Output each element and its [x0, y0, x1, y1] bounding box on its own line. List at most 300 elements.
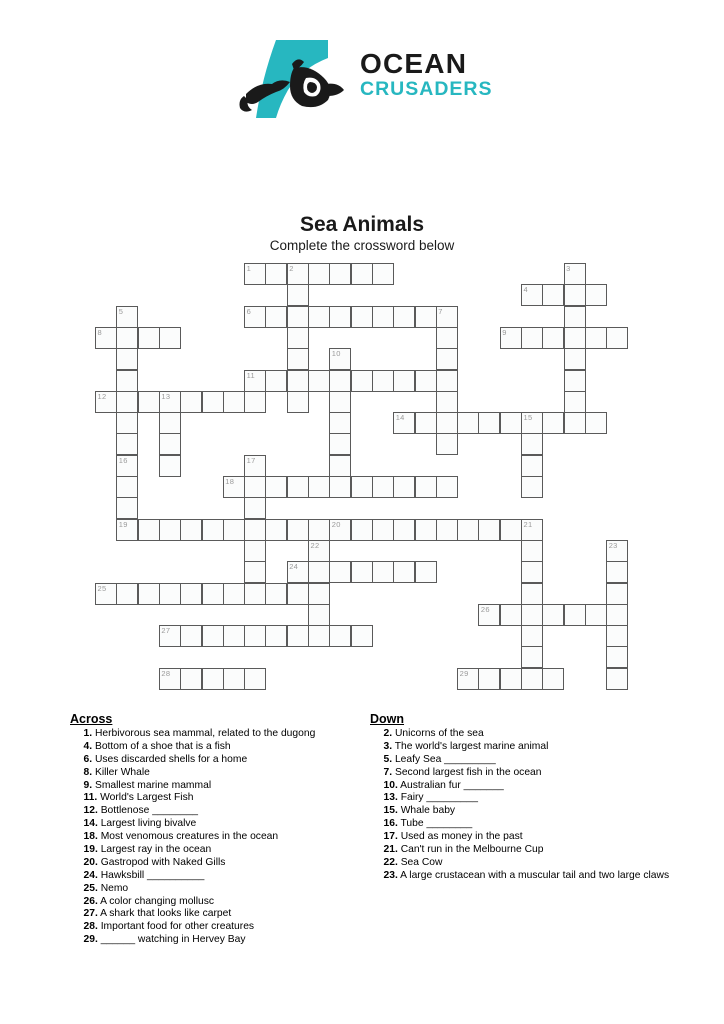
crossword-cell[interactable]	[159, 455, 181, 477]
clue-number: 3.	[383, 740, 393, 752]
crossword-cell[interactable]	[351, 561, 373, 583]
crossword-cell[interactable]	[521, 625, 543, 647]
clue-text: Smallest marine mammal	[92, 779, 212, 791]
crossword-cell[interactable]	[138, 391, 160, 413]
crossword-cell[interactable]	[265, 370, 287, 392]
clue-number: 10.	[383, 779, 398, 791]
clue-text: Whale baby	[397, 805, 456, 817]
down-heading: Down	[370, 712, 405, 726]
cell-number: 14	[395, 413, 405, 423]
down-clue-item	[384, 792, 670, 804]
crossword-cell[interactable]	[436, 348, 458, 370]
clue-text: Herbivorous sea mammal, related to the dugong	[92, 728, 316, 739]
crossword-cell[interactable]	[287, 583, 309, 605]
crossword-cell[interactable]	[457, 668, 479, 690]
crossword-cell[interactable]	[116, 497, 138, 519]
crossword-cell[interactable]	[95, 583, 117, 605]
crossword-cell[interactable]	[159, 327, 181, 349]
crossword-cell[interactable]	[351, 625, 373, 647]
crossword-cell[interactable]	[521, 540, 543, 562]
crossword-cell[interactable]	[585, 284, 607, 306]
crossword-cell[interactable]	[372, 476, 394, 498]
crossword-cell[interactable]	[585, 327, 607, 349]
crossword-cell[interactable]	[436, 391, 458, 413]
cell-number: 28	[161, 668, 171, 678]
down-clue-item	[384, 780, 670, 792]
across-heading: Across	[70, 712, 113, 726]
cell-number: 27	[161, 626, 171, 636]
down-clue-item	[384, 818, 670, 830]
crossword-cell[interactable]	[202, 391, 224, 413]
crossword-cell[interactable]	[287, 306, 309, 328]
crossword-cell[interactable]	[329, 455, 351, 477]
crossword-cell[interactable]	[564, 604, 586, 626]
crossword-cell[interactable]	[223, 476, 245, 498]
down-clue-item	[384, 728, 670, 740]
crossword-cell[interactable]	[244, 519, 266, 541]
crossword-cell[interactable]	[287, 348, 309, 370]
crossword-cell[interactable]	[585, 604, 607, 626]
clue-number: 15.	[383, 805, 398, 817]
clue-text: Tube ________	[397, 818, 473, 830]
crossword-cell[interactable]	[329, 348, 351, 370]
crossword-cell[interactable]	[415, 370, 437, 392]
crossword-cell[interactable]	[244, 668, 266, 690]
crossword-cell[interactable]	[329, 561, 351, 583]
crossword-cell[interactable]	[116, 412, 138, 434]
clue-text: Bottlenose ________	[97, 805, 199, 817]
crossword-cell[interactable]	[436, 476, 458, 498]
clue-number: 24.	[83, 869, 98, 881]
crossword-cell[interactable]	[500, 327, 522, 349]
clue-text: Largest living bivalve	[97, 818, 197, 830]
crossword-cell[interactable]	[159, 519, 181, 541]
clue-text: Uses discarded shells for a home	[92, 753, 248, 765]
across-clue-item	[84, 831, 360, 843]
clue-number: 22.	[383, 856, 398, 868]
clue-number: 28.	[83, 921, 98, 933]
crossword-cell[interactable]	[521, 327, 543, 349]
crossword-cell[interactable]	[265, 519, 287, 541]
across-clue-item	[84, 896, 360, 908]
crossword-cell[interactable]	[606, 540, 628, 562]
crossword-cell[interactable]	[564, 412, 586, 434]
cell-number: 20	[331, 519, 341, 529]
clue-number: 1.	[83, 728, 93, 739]
clue-number: 18.	[83, 831, 98, 843]
crossword-cell[interactable]	[244, 583, 266, 605]
clue-text: Unicorns of the sea	[392, 728, 484, 739]
crossword-cell[interactable]	[500, 412, 522, 434]
crossword-cell[interactable]	[244, 306, 266, 328]
clue-number: 29.	[83, 934, 98, 946]
clue-number: 23.	[383, 869, 398, 881]
crossword-cell[interactable]	[138, 327, 160, 349]
crossword-cell[interactable]	[287, 327, 309, 349]
cell-number: 12	[97, 391, 107, 401]
crossword-cell[interactable]	[265, 263, 287, 285]
cell-number: 23	[608, 540, 618, 550]
crossword-cell[interactable]	[159, 583, 181, 605]
clue-text: Largest ray in the ocean	[97, 844, 212, 856]
crossword-cell[interactable]	[287, 625, 309, 647]
crossword-cell[interactable]	[521, 583, 543, 605]
crossword-cell[interactable]	[329, 433, 351, 455]
clue-number: 21.	[383, 844, 398, 856]
cell-number: 19	[118, 519, 128, 529]
crossword-cell[interactable]	[265, 306, 287, 328]
clue-text: Nemo	[97, 882, 129, 894]
crossword-cell[interactable]	[202, 519, 224, 541]
cell-number: 5	[118, 306, 124, 316]
crossword-cell[interactable]	[351, 476, 373, 498]
down-clue-item	[384, 870, 670, 882]
clue-text: Can't run in the Melbourne Cup	[397, 844, 544, 856]
dolphin-logo-mark	[232, 38, 354, 120]
across-clue-list	[70, 728, 360, 947]
crossword-cell[interactable]	[308, 370, 330, 392]
crossword-cell[interactable]	[564, 263, 586, 285]
page-subtitle: Complete the crossword below	[269, 238, 455, 253]
crossword-cell[interactable]	[180, 519, 202, 541]
crossword-cell[interactable]	[159, 391, 181, 413]
crossword-cell[interactable]	[138, 519, 160, 541]
crossword-cell[interactable]	[606, 583, 628, 605]
cell-number: 6	[246, 306, 252, 316]
crossword-cell[interactable]	[606, 604, 628, 626]
crossword-cell[interactable]	[244, 263, 266, 285]
down-clue-list	[370, 728, 670, 882]
crossword-cell[interactable]	[159, 412, 181, 434]
clue-number: 17.	[383, 831, 398, 843]
crossword-cell[interactable]	[329, 263, 351, 285]
logo-wordmark	[360, 50, 506, 99]
crossword-cell[interactable]	[521, 519, 543, 541]
clue-text: Bottom of a shoe that is a fish	[92, 740, 231, 752]
crossword-cell[interactable]	[457, 412, 479, 434]
crossword-cell[interactable]	[202, 625, 224, 647]
crossword-cell[interactable]	[265, 583, 287, 605]
crossword-cell[interactable]	[521, 476, 543, 498]
crossword-cell[interactable]	[478, 668, 500, 690]
clue-number: 25.	[83, 882, 98, 894]
crossword-cell[interactable]	[521, 604, 543, 626]
crossword-cell[interactable]	[393, 519, 415, 541]
crossword-cell[interactable]	[159, 433, 181, 455]
down-clue-item	[384, 805, 670, 817]
across-clue-item	[84, 857, 360, 869]
crossword-cell[interactable]	[606, 327, 628, 349]
cell-number: 24	[289, 562, 299, 572]
crossword-cell[interactable]	[116, 306, 138, 328]
crossword-cell[interactable]	[478, 519, 500, 541]
cell-number: 25	[97, 583, 107, 593]
crossword-cell[interactable]	[116, 327, 138, 349]
crossword-cell[interactable]	[415, 412, 437, 434]
crossword-cell[interactable]	[436, 306, 458, 328]
crossword-cell[interactable]	[116, 519, 138, 541]
across-clue-item	[84, 792, 360, 804]
crossword-cell[interactable]	[393, 476, 415, 498]
down-clue-item	[384, 754, 670, 766]
crossword-cell[interactable]	[415, 561, 437, 583]
crossword-cell[interactable]	[606, 625, 628, 647]
crossword-cell[interactable]	[180, 583, 202, 605]
down-clue-item	[384, 857, 670, 869]
crossword-cell[interactable]	[223, 625, 245, 647]
crossword-cell[interactable]	[436, 519, 458, 541]
crossword-cell[interactable]	[308, 625, 330, 647]
crossword-cell[interactable]	[521, 284, 543, 306]
crossword-cell[interactable]	[329, 370, 351, 392]
crossword-cell[interactable]	[478, 604, 500, 626]
crossword-cell[interactable]	[351, 370, 373, 392]
crossword-grid[interactable]	[95, 263, 655, 703]
crossword-cell[interactable]	[138, 583, 160, 605]
cell-number: 4	[523, 285, 528, 295]
crossword-cell[interactable]	[372, 306, 394, 328]
crossword-cell[interactable]	[329, 519, 351, 541]
cell-number: 11	[246, 370, 255, 380]
crossword-cell[interactable]	[564, 348, 586, 370]
crossword-cell[interactable]	[223, 519, 245, 541]
crossword-cell[interactable]	[564, 327, 586, 349]
crossword-cell[interactable]	[159, 625, 181, 647]
crossword-cell[interactable]	[116, 370, 138, 392]
crossword-cell[interactable]	[564, 284, 586, 306]
clue-text: Second largest fish in the ocean	[392, 766, 542, 778]
clue-number: 13.	[383, 792, 398, 804]
crossword-cell[interactable]	[95, 327, 117, 349]
across-clue-item	[84, 728, 360, 740]
crossword-cell[interactable]	[308, 476, 330, 498]
cell-number: 9	[502, 327, 507, 337]
crossword-cell[interactable]	[244, 561, 266, 583]
crossword-cell[interactable]	[564, 370, 586, 392]
across-clue-item	[84, 805, 360, 817]
across-clue-item	[84, 741, 360, 753]
crossword-cell[interactable]	[521, 646, 543, 668]
crossword-cell[interactable]	[244, 625, 266, 647]
clue-number: 16.	[383, 818, 398, 830]
crossword-cell[interactable]	[372, 561, 394, 583]
crossword-cell[interactable]	[329, 625, 351, 647]
crossword-cell[interactable]	[287, 263, 309, 285]
clue-text: Fairy _________	[397, 792, 478, 804]
clue-number: 11.	[83, 792, 98, 804]
crossword-cell[interactable]	[606, 561, 628, 583]
cell-number: 17	[246, 455, 256, 465]
crossword-cell[interactable]	[308, 583, 330, 605]
crossword-cell[interactable]	[436, 412, 458, 434]
cell-number: 15	[523, 413, 533, 423]
crossword-cell[interactable]	[542, 604, 564, 626]
crossword-cell[interactable]	[393, 370, 415, 392]
crossword-cell[interactable]	[500, 668, 522, 690]
crossword-cell[interactable]	[351, 519, 373, 541]
crossword-cell[interactable]	[223, 668, 245, 690]
crossword-cell[interactable]	[265, 625, 287, 647]
down-clue-item	[384, 844, 670, 856]
crossword-cell[interactable]	[351, 263, 373, 285]
clue-text: Gastropod with Naked Gills	[97, 856, 226, 868]
crossword-cell[interactable]	[287, 391, 309, 413]
down-clue-item	[384, 741, 670, 753]
crossword-cell[interactable]	[521, 455, 543, 477]
logo-line-ocean: OCEAN	[360, 48, 468, 79]
across-clue-item	[84, 908, 360, 920]
crossword-cell[interactable]	[244, 370, 266, 392]
crossword-cell[interactable]	[116, 433, 138, 455]
crossword-cell[interactable]	[542, 327, 564, 349]
ocean-crusaders-logo	[232, 38, 502, 120]
crossword-cell[interactable]	[159, 668, 181, 690]
crossword-cell[interactable]	[244, 476, 266, 498]
crossword-cell[interactable]	[606, 668, 628, 690]
crossword-cell[interactable]	[244, 391, 266, 413]
crossword-cell[interactable]	[500, 604, 522, 626]
cell-number: 21	[523, 519, 533, 529]
crossword-cell[interactable]	[542, 284, 564, 306]
crossword-cell[interactable]	[436, 370, 458, 392]
crossword-cell[interactable]	[223, 583, 245, 605]
logo-line-crusaders: CRUSADERS	[360, 77, 493, 100]
clue-text: Australian fur _______	[397, 779, 504, 791]
crossword-cell[interactable]	[308, 519, 330, 541]
crossword-cell[interactable]	[606, 646, 628, 668]
clue-number: 9.	[83, 779, 93, 791]
across-clue-item	[84, 780, 360, 792]
crossword-cell[interactable]	[521, 668, 543, 690]
crossword-cell[interactable]	[202, 583, 224, 605]
cell-number: 16	[118, 455, 128, 465]
crossword-cell[interactable]	[308, 263, 330, 285]
crossword-cell[interactable]	[372, 519, 394, 541]
cell-number: 29	[459, 668, 469, 678]
crossword-cell[interactable]	[180, 391, 202, 413]
crossword-cell[interactable]	[308, 604, 330, 626]
crossword-cell[interactable]	[223, 391, 245, 413]
crossword-cell[interactable]	[542, 668, 564, 690]
crossword-cell[interactable]	[116, 583, 138, 605]
crossword-cell[interactable]	[244, 455, 266, 477]
cell-number: 26	[480, 604, 490, 614]
crossword-cell[interactable]	[329, 412, 351, 434]
clue-number: 6.	[83, 753, 93, 765]
clue-text: Sea Cow	[397, 856, 443, 868]
cell-number: 13	[161, 391, 171, 401]
crossword-cell[interactable]	[116, 476, 138, 498]
crossword-cell[interactable]	[415, 306, 437, 328]
down-clue-item	[384, 767, 670, 779]
crossword-cell[interactable]	[393, 412, 415, 434]
crossword-cell[interactable]	[287, 519, 309, 541]
crossword-cell[interactable]	[372, 370, 394, 392]
crossword-cell[interactable]	[393, 561, 415, 583]
clues-section	[0, 712, 724, 946]
crossword-cell[interactable]	[116, 391, 138, 413]
across-clue-item	[84, 883, 360, 895]
crossword-cell[interactable]	[393, 306, 415, 328]
clue-number: 8.	[83, 766, 93, 778]
across-clue-item	[84, 818, 360, 830]
clue-number: 19.	[83, 844, 98, 856]
cell-number: 7	[438, 306, 443, 316]
cell-number: 2	[289, 264, 294, 273]
crossword-cell[interactable]	[116, 455, 138, 477]
clue-number: 20.	[83, 856, 98, 868]
crossword-cell[interactable]	[287, 561, 309, 583]
crossword-cell[interactable]	[542, 412, 564, 434]
cell-number: 8	[97, 327, 102, 337]
crossword-cell[interactable]	[329, 306, 351, 328]
clue-number: 4.	[83, 740, 93, 752]
across-clue-item	[84, 934, 360, 946]
clue-text: A large crustacean with a muscular tail and two large claws	[397, 869, 670, 881]
clue-number: 27.	[83, 908, 98, 920]
crossword-cell[interactable]	[372, 263, 394, 285]
crossword-cell[interactable]	[521, 412, 543, 434]
clue-text: Killer Whale	[92, 766, 150, 778]
crossword-cell[interactable]	[457, 519, 479, 541]
crossword-cell[interactable]	[244, 540, 266, 562]
clue-number: 7.	[383, 766, 393, 778]
crossword-cell[interactable]	[500, 519, 522, 541]
down-clue-item	[384, 831, 670, 843]
crossword-cell[interactable]	[308, 306, 330, 328]
across-clue-item	[84, 870, 360, 882]
crossword-cell[interactable]	[521, 433, 543, 455]
crossword-cell[interactable]	[436, 433, 458, 455]
crossword-cell[interactable]	[116, 348, 138, 370]
crossword-cell[interactable]	[329, 476, 351, 498]
cell-number: 18	[225, 477, 235, 486]
cell-number: 3	[566, 264, 571, 273]
crossword-cell[interactable]	[308, 540, 330, 562]
crossword-cell[interactable]	[265, 476, 287, 498]
crossword-cell[interactable]	[564, 391, 586, 413]
clue-number: 26.	[83, 895, 98, 907]
clue-text: Important food for other creatures	[97, 921, 255, 933]
clue-text: ______ watching in Hervey Bay	[97, 934, 246, 946]
crossword-cell[interactable]	[308, 561, 330, 583]
crossword-cell[interactable]	[287, 370, 309, 392]
crossword-cell[interactable]	[478, 412, 500, 434]
crossword-cell[interactable]	[202, 668, 224, 690]
crossword-cell[interactable]	[521, 561, 543, 583]
crossword-cell[interactable]	[329, 391, 351, 413]
crossword-cell[interactable]	[351, 306, 373, 328]
across-clue-item	[84, 767, 360, 779]
crossword-cell[interactable]	[287, 284, 309, 306]
crossword-cell[interactable]	[244, 497, 266, 519]
page-title: Sea Animals	[299, 213, 425, 236]
crossword-cell[interactable]	[585, 412, 607, 434]
cell-number: 10	[331, 349, 341, 359]
crossword-cell[interactable]	[180, 668, 202, 690]
crossword-cell[interactable]	[564, 306, 586, 328]
clue-text: A color changing mollusc	[97, 895, 215, 907]
clue-number: 12.	[83, 805, 98, 817]
crossword-cell[interactable]	[95, 391, 117, 413]
crossword-cell[interactable]	[436, 327, 458, 349]
clue-text: World's Largest Fish	[97, 792, 194, 804]
crossword-cell[interactable]	[287, 476, 309, 498]
crossword-cell[interactable]	[415, 476, 437, 498]
across-clue-item	[84, 754, 360, 766]
crossword-cell[interactable]	[180, 625, 202, 647]
crossword-cell[interactable]	[415, 519, 437, 541]
